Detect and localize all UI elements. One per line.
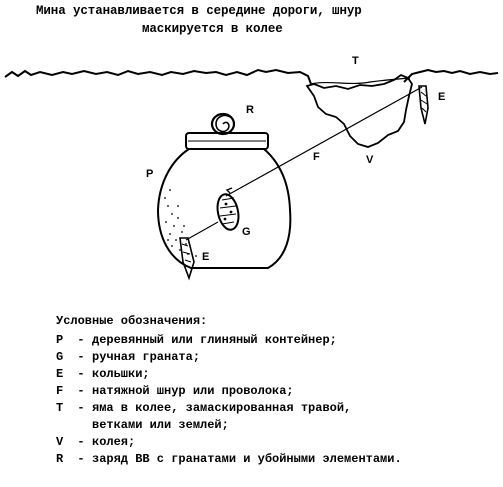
legend-text: колея; [92, 435, 136, 449]
legend-key: R [56, 452, 64, 466]
label-p-container: P [146, 168, 154, 180]
legend-key: V [56, 435, 64, 449]
label-v-rut: V [366, 154, 374, 166]
rut-pit-outline [307, 75, 412, 147]
grenade [214, 188, 241, 232]
legend-dash: - [77, 350, 85, 364]
legend-dash: - [77, 435, 85, 449]
legend-item-g [56, 349, 496, 366]
legend-dash: - [77, 367, 85, 381]
legend-text: деревянный или глиняный контейнер; [92, 333, 337, 347]
legend-text: натяжной шнур или проволока; [92, 384, 294, 398]
legend-item-r [56, 451, 496, 468]
legend-text: яма в колее, замаскированная травой, [92, 401, 352, 415]
stake-right [419, 86, 428, 124]
legend-item-f [56, 383, 496, 400]
legend-dash: - [77, 401, 85, 415]
legend-dash: - [77, 452, 85, 466]
legend-item-t-continuation: ветками или землей; [92, 418, 229, 432]
legend-item-t [56, 400, 496, 417]
legend-dash: - [77, 384, 85, 398]
label-t-pit: T [352, 55, 359, 67]
label-f-tripwire: F [313, 151, 320, 163]
stake-left-cord [186, 222, 218, 240]
label-g-grenade: G [242, 226, 251, 238]
legend-text: ручная граната; [92, 350, 201, 364]
label-e-stake-right: E [438, 91, 446, 103]
container-body [158, 149, 290, 268]
legend-item-e [56, 366, 496, 383]
legend-dash: - [77, 333, 85, 347]
ground-surface-line-right [404, 70, 498, 82]
legend-item-v [56, 434, 496, 451]
legend-key: P [56, 333, 64, 347]
legend [56, 313, 496, 468]
rut-pit-camouflage-top [310, 78, 410, 84]
legend-text: заряд ВВ с гранатами и убойными элементами. [92, 452, 402, 466]
label-r-charge: R [246, 104, 254, 116]
title-line-2: маскируется в колее [142, 22, 283, 36]
legend-key: G [56, 350, 64, 364]
legend-text: кольшки; [92, 367, 150, 381]
ground-surface-line [5, 70, 311, 84]
legend-key: E [56, 367, 64, 381]
legend-item-p [56, 332, 496, 349]
charge-r-spiral [216, 115, 230, 131]
title-line-1: Мина устанавливается в середине дороги, шнур [36, 4, 362, 18]
legend-heading: Условные обозначения: [56, 314, 208, 328]
legend-key: T [56, 401, 64, 415]
legend-key: F [56, 384, 64, 398]
label-e-stake-left: E [202, 251, 210, 263]
